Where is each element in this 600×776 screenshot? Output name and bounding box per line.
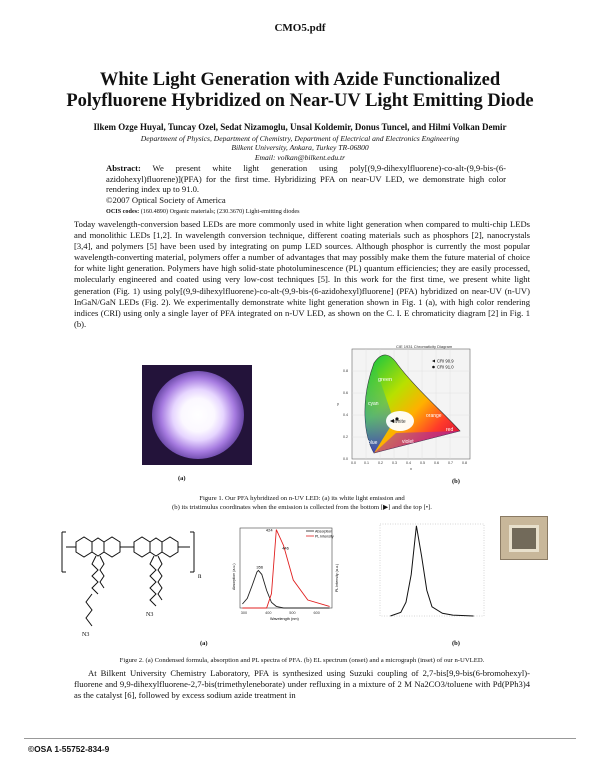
- file-name: CMO5.pdf: [274, 22, 326, 34]
- spectra-xtick: 600: [313, 611, 320, 615]
- fluorene-ring: [134, 537, 150, 557]
- cie-label-cyan: cyan: [368, 401, 379, 407]
- cie-xtick: 0.8: [462, 461, 467, 465]
- cie-chromaticity-diagram: [334, 341, 474, 471]
- cie-xtick: 0.6: [434, 461, 439, 465]
- figure1-caption-line2: (b) its tristimulus coordinates when the emission is collected from the bottom [▶] and the top [•].: [172, 504, 432, 511]
- cie-label-green: green: [378, 377, 393, 383]
- cie-legend-2: CRI 91.0: [437, 364, 454, 370]
- figure2-label-a: (a): [200, 640, 208, 647]
- peak-label-pl-2: 446: [282, 545, 289, 551]
- hexyl-chain: [92, 556, 98, 594]
- ocis-label: OCIS codes:: [106, 208, 140, 215]
- footer-divider: [24, 738, 576, 739]
- spectra-ylabel-left: Absorption (a.u.): [232, 563, 236, 590]
- figure1-label-b: (b): [452, 478, 460, 485]
- cie-yticks: [343, 369, 348, 461]
- fluorene-ring: [104, 537, 120, 557]
- cie-xtick: 0.3: [392, 461, 397, 465]
- absorption-pl-spectra-chart: [226, 522, 344, 622]
- spectra-plot-area: [240, 528, 332, 608]
- cie-legend-1: CRI 90.9: [437, 358, 454, 364]
- cie-xtick: 0.5: [420, 461, 425, 465]
- cie-ylabel: y: [337, 401, 339, 406]
- abstract-text: We present white light generation using poly[(9,9-dihexylfluorene)-co-alt-(9,9-bis-(6-azidohexyl)fluorene)](PFA) for the first time. Hybridizing PFA on near-UV LED, we demonstrate high color rendering index up to 91.0.: [106, 163, 506, 195]
- title-line-1: White Light Generation with Azide Functionalized: [99, 70, 501, 90]
- spectra-xticks: [241, 611, 320, 615]
- azidohexyl-chain: [158, 556, 162, 600]
- figure2-caption: Figure 2. (a) Condensed formula, absorption and PL spectra of PFA. (b) EL spectrum (onset) and a micrograph (inset) of our n-UVLED.: [119, 657, 485, 664]
- white-light-emission-photo: [142, 365, 252, 465]
- el-spectrum-chart: [372, 520, 492, 624]
- author-list: Ilkem Ozge Huyal, Tuncay Ozel, Sedat Nizamoglu, Unsal Koldemir, Donus Tuncel, and Hilmi Volkan Demir: [93, 122, 507, 132]
- pfa-condensed-formula: [56, 512, 216, 640]
- cie-xticks: [351, 461, 467, 465]
- led-chip: [509, 525, 539, 552]
- abstract-copyright: ©2007 Optical Society of America: [106, 194, 226, 205]
- spectra-xtick: 400: [265, 611, 272, 615]
- spectra-ylabel-right: PL Intensity (a.u.): [335, 563, 339, 592]
- figure1-caption: [74, 494, 530, 512]
- el-plot-area: [380, 524, 484, 616]
- ocis-text: (160.4890) Organic materials; (230.3670) Light-emitting diodes: [140, 208, 300, 215]
- affiliation-univ: Bilkent University, Ankara, Turkey TR-06800: [231, 143, 369, 153]
- affiliation-dept: Department of Physics, Department of Chemistry, Department of Electrical and Electronics Engineering: [140, 134, 460, 143]
- cie-label-white: white: [394, 419, 406, 425]
- cie-legend-top-marker: [432, 366, 435, 369]
- paragraph-2: At Bilkent University Chemistry Laboratory, PFA is synthesized using Suzuki coupling of 2,7-bis[9,9-bis(6-bromohexyl)-fluorene and 9,9-dihexylfluorene-2,7-bis(trimethyleneborate) under refluxing in a mixture of 2 M Na2CO3/toluene with Pd(PPh3)4 as the catalyst [6], followed by excess sodium azide treatment in: [74, 668, 530, 701]
- cie-ytick: 0.8: [343, 369, 348, 373]
- cie-xlabel: x: [410, 466, 412, 471]
- cie-xtick: 0.0: [351, 461, 356, 465]
- fluorene-ring: [150, 538, 162, 556]
- fluorene-ring: [162, 537, 178, 557]
- figure1-caption-line1: Figure 1. Our PFA hybridized on n-UV LED: (a) its white light emission and: [199, 495, 405, 502]
- cie-ytick: 0.0: [343, 457, 348, 461]
- azidohexyl-chain: [86, 594, 92, 626]
- cie-ytick: 0.4: [343, 413, 348, 417]
- title-line-2: Polyfluorene Hybridized on Near-UV Light Emitting Diode: [66, 91, 534, 111]
- cie-xtick: 0.1: [364, 461, 369, 465]
- paper-title: [30, 70, 570, 112]
- fluorene-ring: [76, 537, 92, 557]
- cie-label-violet: violet: [402, 439, 414, 445]
- cie-title: CIE 1931 Chromaticity Diagram: [396, 344, 453, 349]
- figure2-label-b: (b): [452, 640, 460, 647]
- abstract-label: Abstract:: [106, 163, 141, 173]
- paragraph-1: Today wavelength-conversion based LEDs are more commonly used in white light generation when compared to multi-chip LEDs and monolithic LEDs [1,2]. In wavelength conversion technique, different coating materials such as phosphors [2], nanocrystals [3,4], and polymers [5] have been used by integrating on pump LED sources. Although phosphor is currently the most popular wavelength-converting material, polymers offer a number of advantages that may possibly make them the future material of choice for white light generation. Polymers have high solid-state photoluminescence (PL) quantum efficiencies; they are easily processed, molecularly engineered and coated using very low-cost techniques [5]. In this work for the first time, we present white light generation (Fig. 1) using poly[(9,9-dihexylfluorene)-co-alt-(9,9-bis-(6-azidohexyl)fluorene] (PFA) hybridized on near-UV (n-UV) InGaN/GaN LEDs (Fig. 2). We experimentally demonstrate white light generation shown in Fig. 1 (a), with high color rendering indices (CRI) using only a single layer of PFA integrated on n-UV LED, as shown on the C. I. E chromaticity diagram [2] in Fig. 1 (b).: [74, 219, 530, 329]
- fluorene-ring: [92, 538, 104, 556]
- emission-glow: [152, 371, 244, 459]
- spectra-xlabel: Wavelength (nm): [270, 617, 299, 621]
- formula-n: n: [198, 572, 202, 580]
- affiliation-email: Email: volkan@bilkent.edu.tr: [254, 152, 346, 162]
- spectra-xtick: 300: [240, 611, 248, 615]
- cie-xtick: 0.7: [448, 461, 453, 465]
- cie-label-orange: orange: [426, 413, 442, 419]
- led-micrograph-inset: [500, 516, 548, 560]
- abstract: [106, 163, 506, 205]
- cie-xtick: 0.2: [378, 461, 383, 465]
- legend-absorption: Absorption: [315, 529, 333, 534]
- footer-isbn: ©OSA 1-55752-834-9: [28, 744, 110, 754]
- affiliation: [30, 134, 570, 162]
- peak-label-absorption: 356: [256, 564, 264, 570]
- peak-label-pl-1: 424: [265, 527, 273, 533]
- cie-ytick: 0.6: [343, 391, 348, 395]
- hexyl-chain: [100, 556, 104, 588]
- formula-n3-right: N3: [146, 612, 154, 618]
- formula-n3-left: N3: [82, 632, 90, 638]
- cie-ytick: 0.2: [343, 435, 348, 439]
- cie-xtick: 0.4: [406, 461, 411, 465]
- legend-pl: PL Intensity: [315, 534, 334, 539]
- cie-label-red: red: [446, 427, 454, 433]
- ocis-codes: [106, 208, 506, 216]
- spectra-xtick: 500: [289, 611, 296, 615]
- azidohexyl-chain: [150, 556, 156, 606]
- figure1-label-a: (a): [178, 475, 186, 482]
- cie-label-blue: blue: [368, 440, 378, 446]
